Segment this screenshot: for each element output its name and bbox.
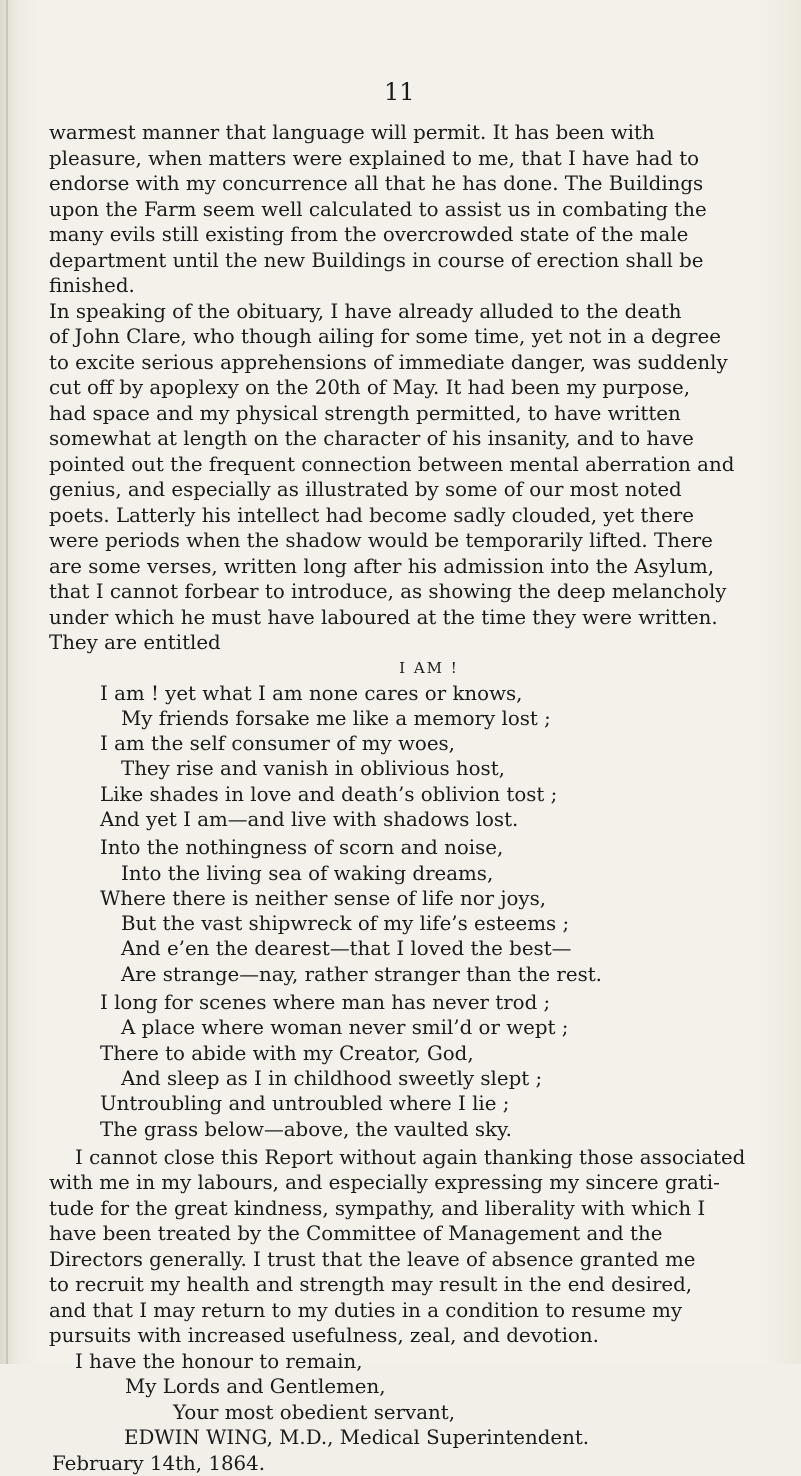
poem-title: I AM ! <box>399 658 459 677</box>
text-line: poets. Latterly his intellect had become sadly clouded, yet there <box>49 503 694 527</box>
text-line: pursuits with increased usefulness, zeal, and devotion. <box>49 1324 599 1348</box>
text-line: and that I may return to my duties in a condition to resume my <box>49 1298 683 1322</box>
closing-servant: Your most obedient servant, <box>173 1400 455 1424</box>
closing-remain: I have the honour to remain, <box>75 1349 363 1373</box>
text-line: genius, and especially as illustrated by some of our most noted <box>49 478 682 501</box>
text-line: under which he must have laboured at the time they were written. <box>49 605 718 629</box>
poem-line: I am the self consumer of my woes, <box>100 732 455 756</box>
poem-line: And yet I am—and live with shadows lost. <box>100 807 519 831</box>
text-line: They are entitled <box>49 631 221 654</box>
text-line: somewhat at length on the character of his insanity, and to have <box>49 427 694 450</box>
signature: EDWIN WING, M.D., Medical Superintendent. <box>124 1426 590 1450</box>
poem-line: Into the nothingness of scorn and noise, <box>100 836 504 860</box>
poem-line: And sleep as I in childhood sweetly slept ; <box>121 1066 543 1090</box>
poem-stanza <box>49 681 779 833</box>
letter-date: February 14th, 1864. <box>52 1451 265 1475</box>
poem-stanza <box>49 990 779 1142</box>
page-edge <box>6 0 8 1364</box>
poem <box>49 681 779 1142</box>
paragraph-obituary <box>49 299 779 656</box>
poem-line: They rise and vanish in oblivious host, <box>121 757 505 781</box>
text-line: pleasure, when matters were explained to me, that I have had to <box>49 146 700 170</box>
poem-line: I am ! yet what I am none cares or knows, <box>100 681 523 705</box>
text-line: upon the Farm seem well calculated to assist us in combating the <box>49 197 707 221</box>
poem-line: Untroubling and untroubled where I lie ; <box>100 1092 510 1116</box>
text-line: department until the new Buildings in course of erection shall be <box>49 248 704 272</box>
text-line: were periods when the shadow would be temporarily lifted. There <box>49 529 713 552</box>
poem-line: I long for scenes where man has never trod ; <box>100 991 551 1015</box>
text-line: are some verses, written long after his admission into the Asylum, <box>49 554 714 578</box>
text-line: warmest manner that language will permit. It has been with <box>49 121 655 144</box>
text-line: finished. <box>49 274 135 297</box>
text-line: cut off by apoplexy on the 20th of May. It had been my purpose, <box>49 376 691 399</box>
text-line: that I cannot forbear to introduce, as showing the deep melancholy <box>49 580 727 603</box>
text-line: to excite serious apprehensions of immediate danger, was suddenly <box>49 350 728 374</box>
text-line: of John Clare, who though ailing for some time, yet not in a degree <box>49 325 721 348</box>
text-line: to recruit my health and strength may result in the end desired, <box>49 1273 693 1297</box>
letter-closing <box>49 1349 779 1476</box>
paragraph-buildings <box>49 120 779 299</box>
text-line: endorse with my concurrence all that he has done. The Buildings <box>49 172 704 195</box>
poem-line: But the vast shipwreck of my life’s esteems ; <box>121 912 570 936</box>
poem-line: Like shades in love and death’s oblivion tost ; <box>100 782 558 806</box>
page-body <box>49 120 779 1476</box>
text-line: pointed out the frequent connection between mental aberration and <box>49 452 735 476</box>
poem-line: Into the living sea of waking dreams, <box>121 861 494 885</box>
poem-line: There to abide with my Creator, God, <box>100 1041 474 1065</box>
text-line: I cannot close this Report without again thanking those associated <box>75 1145 746 1169</box>
closing-salutation: My Lords and Gentlemen, <box>125 1375 386 1399</box>
text-line: have been treated by the Committee of Management and the <box>49 1222 663 1246</box>
text-line: In speaking of the obituary, I have already alluded to the death <box>49 299 682 323</box>
text-line: many evils still existing from the overcrowded state of the male <box>49 223 689 246</box>
poem-stanza <box>49 835 779 987</box>
poem-line: Where there is neither sense of life nor joys, <box>100 886 547 910</box>
poem-line: The grass below—above, the vaulted sky. <box>100 1117 512 1141</box>
text-line: had space and my physical strength permitted, to have written <box>49 401 681 425</box>
poem-line: A place where woman never smil’d or wept ; <box>121 1016 569 1040</box>
poem-line: My friends forsake me like a memory lost ; <box>121 706 551 730</box>
text-line: with me in my labours, and especially expressing my sincere grati- <box>49 1171 720 1195</box>
poem-line: And e’en the dearest—that I loved the best— <box>121 937 572 961</box>
page-number: 11 <box>384 78 415 106</box>
paragraph-closing <box>49 1145 779 1349</box>
text-line: Directors generally. I trust that the leave of absence granted me <box>49 1247 696 1271</box>
text-line: tude for the great kindness, sympathy, and liberality with which I <box>49 1196 706 1220</box>
poem-line: Are strange—nay, rather stranger than the rest. <box>121 962 602 986</box>
